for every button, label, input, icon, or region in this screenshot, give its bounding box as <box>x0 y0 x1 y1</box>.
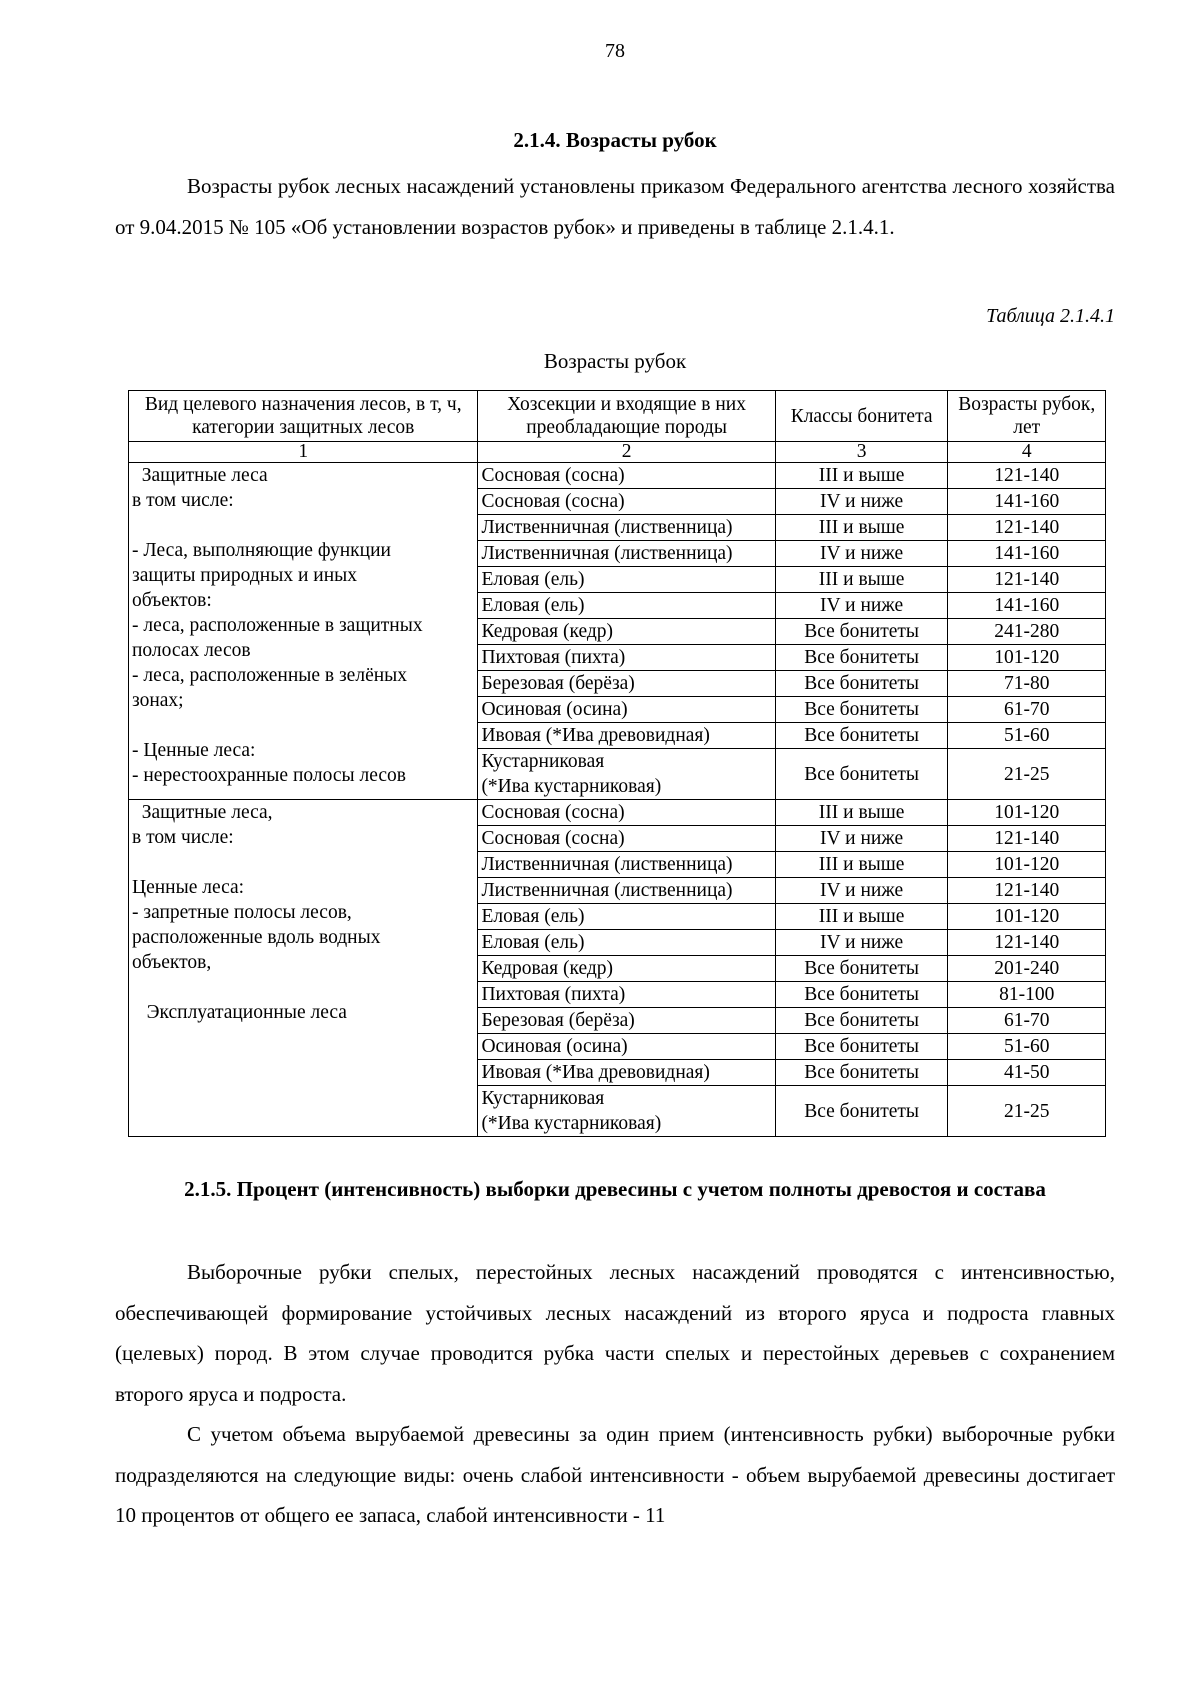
cutting-age-cell: 241-280 <box>948 619 1106 645</box>
bonitet-class-cell: IV и ниже <box>775 930 948 956</box>
species-section-cell: Сосновая (сосна) <box>478 489 775 515</box>
bonitet-class-cell: Все бонитеты <box>775 749 948 800</box>
column-number: 2 <box>478 442 775 463</box>
species-section-cell: Еловая (ель) <box>478 930 775 956</box>
cutting-age-cell: 121-140 <box>948 515 1106 541</box>
species-section-cell: Пихтовая (пихта) <box>478 982 775 1008</box>
species-section-cell: Лиственничная (лиственница) <box>478 515 775 541</box>
column-number-row <box>129 442 1106 463</box>
section-heading-2-1-5: 2.1.5. Процент (интенсивность) выборки древесины с учетом полноты древостоя и состава <box>184 1177 1046 1201</box>
species-section-cell: Сосновая (сосна) <box>478 463 775 489</box>
bonitet-class-cell: III и выше <box>775 852 948 878</box>
forest-category-line: Ценные леса: <box>132 877 245 898</box>
bonitet-class-cell: III и выше <box>775 800 948 826</box>
intro-paragraph: Возрасты рубок лесных насаждений установлены приказом Федерального агентства лесного хозяйства от 9.04.2015 № 105 «Об установлении возрастов рубок» и приведены в таблице 2.1.4.1. <box>115 174 1115 239</box>
forest-category-line <box>132 975 474 1000</box>
bonitet-class-cell: III и выше <box>775 904 948 930</box>
forest-category-line: Эксплуатационные леса <box>132 1002 347 1023</box>
cutting-age-cell: 61-70 <box>948 697 1106 723</box>
forest-category-line: полосах лесов <box>132 640 251 661</box>
forest-category-line: - леса, расположенные в защитных <box>132 615 423 636</box>
bonitet-class-cell: Все бонитеты <box>775 956 948 982</box>
forest-category-line <box>132 850 474 875</box>
forest-category-line: защиты природных и иных <box>132 565 357 586</box>
cutting-age-cell: 121-140 <box>948 826 1106 852</box>
forest-category-line <box>132 713 474 738</box>
bonitet-class-cell: Все бонитеты <box>775 619 948 645</box>
forest-category-line: - запретные полосы лесов, <box>132 902 352 923</box>
header-cell: Вид целевого назначения лесов, в т, ч, категории защитных лесов <box>129 391 478 442</box>
cutting-age-cell: 141-160 <box>948 489 1106 515</box>
table-header-row <box>129 391 1106 442</box>
species-section-cell: Осиновая (осина) <box>478 697 775 723</box>
forest-category-line: Защитные леса, <box>132 802 273 823</box>
table-row <box>129 800 1106 826</box>
table-row <box>129 463 1106 489</box>
cutting-age-cell: 81-100 <box>948 982 1106 1008</box>
species-section-cell: Пихтовая (пихта) <box>478 645 775 671</box>
body-paragraph-2: С учетом объема вырубаемой древесины за один прием (интенсивность рубки) выборочные рубки подразделяются на следующие виды: очень слабой интенсивности - объем вырубаемой древесины достигает 10 процентов от общего ее запаса, слабой интенсивности - 11 <box>115 1422 1115 1527</box>
bonitet-class-cell: Все бонитеты <box>775 645 948 671</box>
species-section-cell: Лиственничная (лиственница) <box>478 852 775 878</box>
bonitet-class-cell: Все бонитеты <box>775 1034 948 1060</box>
section-heading-2-1-4: 2.1.4. Возрасты рубок <box>513 128 717 152</box>
forest-category-line: в том числе: <box>132 490 234 511</box>
bonitet-class-cell: IV и ниже <box>775 826 948 852</box>
forest-category-line: - леса, расположенные в зелёных <box>132 665 408 686</box>
species-section-cell: Еловая (ель) <box>478 593 775 619</box>
species-section-cell: Кустарниковая (*Ива кустарниковая) <box>478 1086 775 1137</box>
bonitet-class-cell: Все бонитеты <box>775 671 948 697</box>
cutting-age-cell: 101-120 <box>948 852 1106 878</box>
bonitet-class-cell: Все бонитеты <box>775 1060 948 1086</box>
column-number: 3 <box>775 442 948 463</box>
species-section-cell: Кедровая (кедр) <box>478 956 775 982</box>
species-section-cell: Сосновая (сосна) <box>478 800 775 826</box>
cutting-age-cell: 121-140 <box>948 930 1106 956</box>
species-section-cell: Лиственничная (лиственница) <box>478 878 775 904</box>
cutting-ages-table <box>128 390 1106 1137</box>
forest-category-line <box>132 513 474 538</box>
header-cell: Классы бонитета <box>775 391 948 442</box>
cutting-age-cell: 141-160 <box>948 593 1106 619</box>
header-cell: Хозсекции и входящие в них преобладающие породы <box>478 391 775 442</box>
species-section-cell: Еловая (ель) <box>478 567 775 593</box>
cutting-age-cell: 101-120 <box>948 645 1106 671</box>
bonitet-class-cell: Все бонитеты <box>775 697 948 723</box>
cutting-age-cell: 21-25 <box>948 749 1106 800</box>
bonitet-class-cell: Все бонитеты <box>775 1086 948 1137</box>
column-number: 1 <box>129 442 478 463</box>
forest-category-cell <box>129 463 478 800</box>
bonitet-class-cell: IV и ниже <box>775 489 948 515</box>
species-section-cell: Осиновая (осина) <box>478 1034 775 1060</box>
species-section-cell: Березовая (берёза) <box>478 671 775 697</box>
species-section-cell: Ивовая (*Ива древовидная) <box>478 723 775 749</box>
cutting-age-cell: 121-140 <box>948 463 1106 489</box>
species-section-cell: Березовая (берёза) <box>478 1008 775 1034</box>
forest-category-line: - нерестоохранные полосы лесов <box>132 765 406 786</box>
table-title: Возрасты рубок <box>543 349 687 373</box>
bonitet-class-cell: III и выше <box>775 567 948 593</box>
column-number: 4 <box>948 442 1106 463</box>
header-cell: Возрасты рубок, лет <box>948 391 1106 442</box>
page-number: 78 <box>605 40 625 62</box>
cutting-age-cell: 61-70 <box>948 1008 1106 1034</box>
species-section-cell: Сосновая (сосна) <box>478 826 775 852</box>
forest-category-line: - Ценные леса: <box>132 740 256 761</box>
bonitet-class-cell: Все бонитеты <box>775 1008 948 1034</box>
forest-category-line: расположенные вдоль водных <box>132 927 381 948</box>
cutting-age-cell: 71-80 <box>948 671 1106 697</box>
cutting-age-cell: 21-25 <box>948 1086 1106 1137</box>
species-section-cell: Лиственничная (лиственница) <box>478 541 775 567</box>
bonitet-class-cell: IV и ниже <box>775 878 948 904</box>
forest-category-line: в том числе: <box>132 827 234 848</box>
forest-category-line: объектов, <box>132 952 212 973</box>
cutting-age-cell: 51-60 <box>948 723 1106 749</box>
cutting-age-cell: 141-160 <box>948 541 1106 567</box>
bonitet-class-cell: Все бонитеты <box>775 723 948 749</box>
cutting-age-cell: 41-50 <box>948 1060 1106 1086</box>
forest-category-line: - Леса, выполняющие функции <box>132 540 391 561</box>
forest-category-line: зонах; <box>132 690 184 711</box>
cutting-age-cell: 201-240 <box>948 956 1106 982</box>
cutting-age-cell: 121-140 <box>948 878 1106 904</box>
forest-category-line: объектов: <box>132 590 212 611</box>
bonitet-class-cell: III и выше <box>775 463 948 489</box>
cutting-age-cell: 121-140 <box>948 567 1106 593</box>
table-caption: Таблица 2.1.4.1 <box>986 305 1115 327</box>
cutting-age-cell: 101-120 <box>948 800 1106 826</box>
cutting-age-cell: 101-120 <box>948 904 1106 930</box>
bonitet-class-cell: IV и ниже <box>775 593 948 619</box>
species-section-cell: Еловая (ель) <box>478 904 775 930</box>
bonitet-class-cell: III и выше <box>775 515 948 541</box>
species-section-cell: Ивовая (*Ива древовидная) <box>478 1060 775 1086</box>
species-section-cell: Кедровая (кедр) <box>478 619 775 645</box>
body-paragraph-1: Выборочные рубки спелых, перестойных лесных насаждений проводятся с интенсивностью, обеспечивающей формирование устойчивых лесных насаждений из второго яруса и подроста главных (целевых) пород. В этом случае проводится рубка части спелых и перестойных деревьев с сохранением второго яруса и подроста. <box>115 1260 1115 1406</box>
bonitet-class-cell: Все бонитеты <box>775 982 948 1008</box>
bonitet-class-cell: IV и ниже <box>775 541 948 567</box>
forest-category-cell <box>129 800 478 1137</box>
cutting-age-cell: 51-60 <box>948 1034 1106 1060</box>
species-section-cell: Кустарниковая (*Ива кустарниковая) <box>478 749 775 800</box>
forest-category-line: Защитные леса <box>132 465 268 486</box>
